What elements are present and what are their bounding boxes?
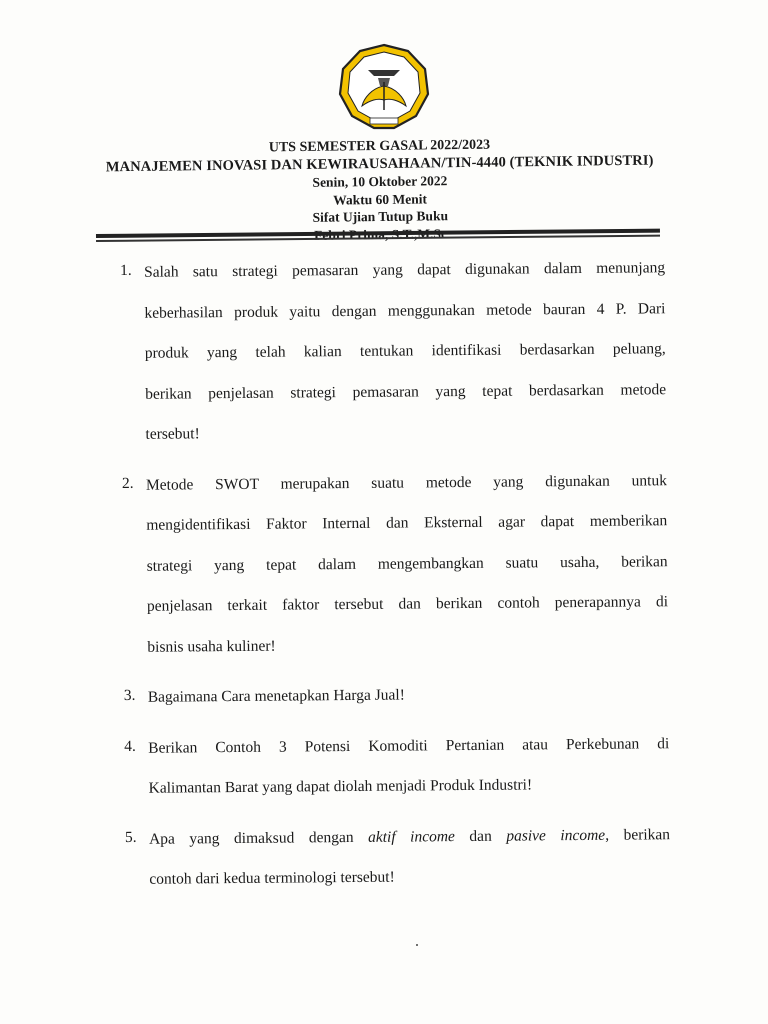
question-line: Apa yang dimaksud dengan aktif income dan pasive income, berikan	[148, 825, 671, 848]
question-1	[120, 257, 667, 464]
question-line: Metode SWOT merupakan suatu metode yang digunakan untuk	[145, 471, 667, 494]
question-line: produk yang telah kalian tentukan identifikasi berdasarkan peluang,	[144, 340, 666, 362]
italic-term: aktif income	[367, 827, 455, 846]
question-line: tersebut!	[145, 425, 200, 443]
question-number: 5.	[124, 828, 137, 846]
italic-term: pasive income	[506, 826, 606, 845]
exam-duration: Waktu 60 Menit	[333, 190, 428, 208]
question-2	[122, 470, 669, 677]
question-3	[124, 682, 669, 727]
question-5	[125, 824, 671, 910]
question-number: 1.	[120, 261, 132, 279]
question-line: keberhasilan produk yaitu dengan menggunakan metode bauran 4 P. Dari	[144, 299, 666, 322]
university-logo	[334, 42, 434, 132]
question-line: Berikan Contoh 3 Potensi Komoditi Pertanian atau Perkebunan di	[148, 734, 670, 757]
question-line: mengidentifikasi Faktor Internal dan Eksternal agar dapat memberikan	[146, 512, 668, 534]
question-line: penjelasan terkait faktor tersebut dan berikan contoh penerapannya di	[146, 593, 669, 615]
exam-date: Senin, 10 Oktober 2022	[312, 173, 448, 190]
question-list	[120, 257, 671, 919]
question-number: 2.	[121, 474, 134, 492]
question-line: strategi yang tepat dalam mengembangkan suatu usaha, berikan	[146, 552, 668, 575]
exam-type: Sifat Ujian Tutup Buku	[312, 208, 449, 225]
question-line: Bagaimana Cara menetapkan Harga Jual!	[147, 686, 405, 706]
scan-speck	[416, 944, 418, 946]
question-line: contoh dari kedua terminologi tersebut!	[149, 868, 395, 888]
question-line: Kalimantan Barat yang dapat diolah menjadi Produk Industri!	[148, 776, 533, 797]
question-number: 3.	[123, 686, 136, 704]
question-line: bisnis usaha kuliner!	[147, 637, 276, 656]
question-number: 4.	[124, 737, 136, 755]
course-title: MANAJEMEN INOVASI DAN KEWIRAUSAHAAN/TIN-4440 (TEKNIK INDUSTRI)	[105, 152, 654, 175]
exam-title: UTS SEMESTER GASAL 2022/2023	[268, 137, 491, 156]
question-line: berikan penjelasan strategi pemasaran yang tepat berdasarkan metode	[145, 380, 667, 403]
question-4	[124, 733, 670, 819]
question-line: Salah satu strategi pemasaran yang dapat digunakan dalam menunjang	[144, 259, 666, 281]
